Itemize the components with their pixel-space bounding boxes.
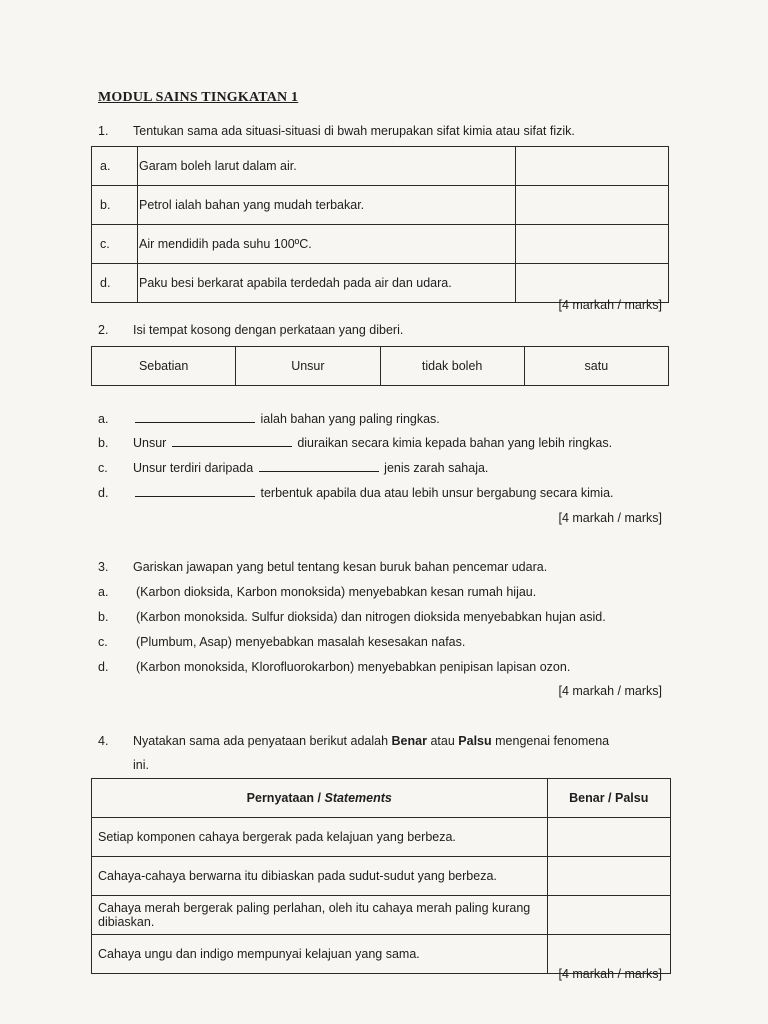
row-label: b.: [92, 186, 138, 225]
item-label: b.: [98, 610, 109, 624]
choice-item[interactable]: (Karbon monoksida, Klorofluorokarbon) menyebabkan penipisan lapisan ozon.: [136, 660, 571, 674]
blank-line[interactable]: [259, 470, 379, 472]
item-pre: Unsur: [133, 436, 167, 450]
choice-item[interactable]: (Plumbum, Asap) menyebabkan masalah kesesakan nafas.: [136, 635, 466, 649]
q4-atau: atau: [430, 734, 455, 748]
table-row: [92, 347, 669, 386]
fill-blank-item: [133, 412, 440, 426]
choice-item[interactable]: (Karbon dioksida, Karbon monoksida) menyebabkan kesan rumah hijau.: [136, 585, 537, 599]
table-row: [92, 857, 671, 896]
q1-number: 1.: [98, 124, 109, 138]
header-statement-italic: Statements: [324, 791, 392, 805]
table-row: [92, 818, 671, 857]
page-title: MODUL SAINS TINGKATAN 1: [98, 90, 299, 105]
answer-cell[interactable]: [547, 818, 670, 857]
word-bank-item: satu: [524, 347, 668, 386]
answer-cell[interactable]: [547, 896, 670, 935]
table-header-row: [92, 779, 671, 818]
q1-table: [91, 146, 669, 303]
q1-marks: [4 markah / marks]: [558, 298, 662, 312]
fill-blank-item: [133, 436, 612, 450]
header-statement-text: Pernyataan /: [246, 791, 325, 805]
row-label: d.: [92, 264, 138, 303]
table-row: [92, 147, 669, 186]
answer-cell[interactable]: [547, 857, 670, 896]
q4-number: 4.: [98, 734, 109, 748]
q4-palsu: Palsu: [458, 734, 492, 748]
table-row: [92, 264, 669, 303]
q2-number: 2.: [98, 323, 109, 337]
item-post: jenis zarah sahaja.: [384, 461, 489, 475]
statement-cell: Cahaya-cahaya berwarna itu dibiaskan pada sudut-sudut yang berbeza.: [92, 857, 548, 896]
blank-line[interactable]: [135, 495, 255, 497]
word-bank-item: Sebatian: [92, 347, 236, 386]
item-label: a.: [98, 585, 109, 599]
item-label: b.: [98, 436, 109, 450]
q2-prompt: Isi tempat kosong dengan perkataan yang diberi.: [133, 323, 404, 337]
header-statement: [92, 779, 548, 818]
q4-prompt-pre: Nyatakan sama ada penyataan berikut adalah: [133, 734, 389, 748]
row-label: a.: [92, 147, 138, 186]
q4-table: [91, 778, 671, 974]
item-label: d.: [98, 486, 109, 500]
item-post: ialah bahan yang paling ringkas.: [260, 412, 440, 426]
q3-number: 3.: [98, 560, 109, 574]
item-label: d.: [98, 660, 109, 674]
table-row: [92, 896, 671, 935]
fill-blank-item: [133, 486, 614, 500]
statement-cell: Setiap komponen cahaya bergerak pada kelajuan yang berbeza.: [92, 818, 548, 857]
q4-marks: [4 markah / marks]: [558, 967, 662, 981]
blank-line[interactable]: [135, 421, 255, 423]
answer-cell[interactable]: [516, 147, 669, 186]
answer-cell[interactable]: [516, 225, 669, 264]
q2-word-bank: [91, 346, 669, 386]
item-label: c.: [98, 635, 108, 649]
statement-cell: Cahaya merah bergerak paling perlahan, oleh itu cahaya merah paling kurang dibiaskan.: [92, 896, 548, 935]
q3-prompt: Gariskan jawapan yang betul tentang kesan buruk bahan pencemar udara.: [133, 560, 548, 574]
choice-item[interactable]: (Karbon monoksida. Sulfur dioksida) dan nitrogen dioksida menyebabkan hujan asid.: [136, 610, 606, 624]
table-row: [92, 186, 669, 225]
header-answer: Benar / Palsu: [547, 779, 670, 818]
fill-blank-item: [133, 461, 488, 475]
statement-cell: Cahaya ungu dan indigo mempunyai kelajuan yang sama.: [92, 935, 548, 974]
word-bank-item: Unsur: [236, 347, 380, 386]
blank-line[interactable]: [172, 445, 292, 447]
table-row: [92, 225, 669, 264]
answer-cell[interactable]: [516, 264, 669, 303]
row-text: Petrol ialah bahan yang mudah terbakar.: [138, 186, 516, 225]
q4-prompt-line2: ini.: [133, 758, 149, 772]
q4-prompt-post: mengenai fenomena: [495, 734, 610, 748]
row-text: Garam boleh larut dalam air.: [138, 147, 516, 186]
q2-marks: [4 markah / marks]: [558, 511, 662, 525]
q3-marks: [4 markah / marks]: [558, 684, 662, 698]
row-text: Air mendidih pada suhu 100ºC.: [138, 225, 516, 264]
item-label: c.: [98, 461, 108, 475]
item-post: diuraikan secara kimia kepada bahan yang lebih ringkas.: [297, 436, 613, 450]
answer-cell[interactable]: [516, 186, 669, 225]
item-post: terbentuk apabila dua atau lebih unsur bergabung secara kimia.: [260, 486, 614, 500]
q4-prompt: [133, 734, 609, 748]
q4-benar: Benar: [391, 734, 427, 748]
word-bank-item: tidak boleh: [380, 347, 524, 386]
item-pre: Unsur terdiri daripada: [133, 461, 254, 475]
row-text: Paku besi berkarat apabila terdedah pada air dan udara.: [138, 264, 516, 303]
q1-prompt: Tentukan sama ada situasi-situasi di bwah merupakan sifat kimia atau sifat fizik.: [133, 124, 575, 138]
row-label: c.: [92, 225, 138, 264]
item-label: a.: [98, 412, 109, 426]
